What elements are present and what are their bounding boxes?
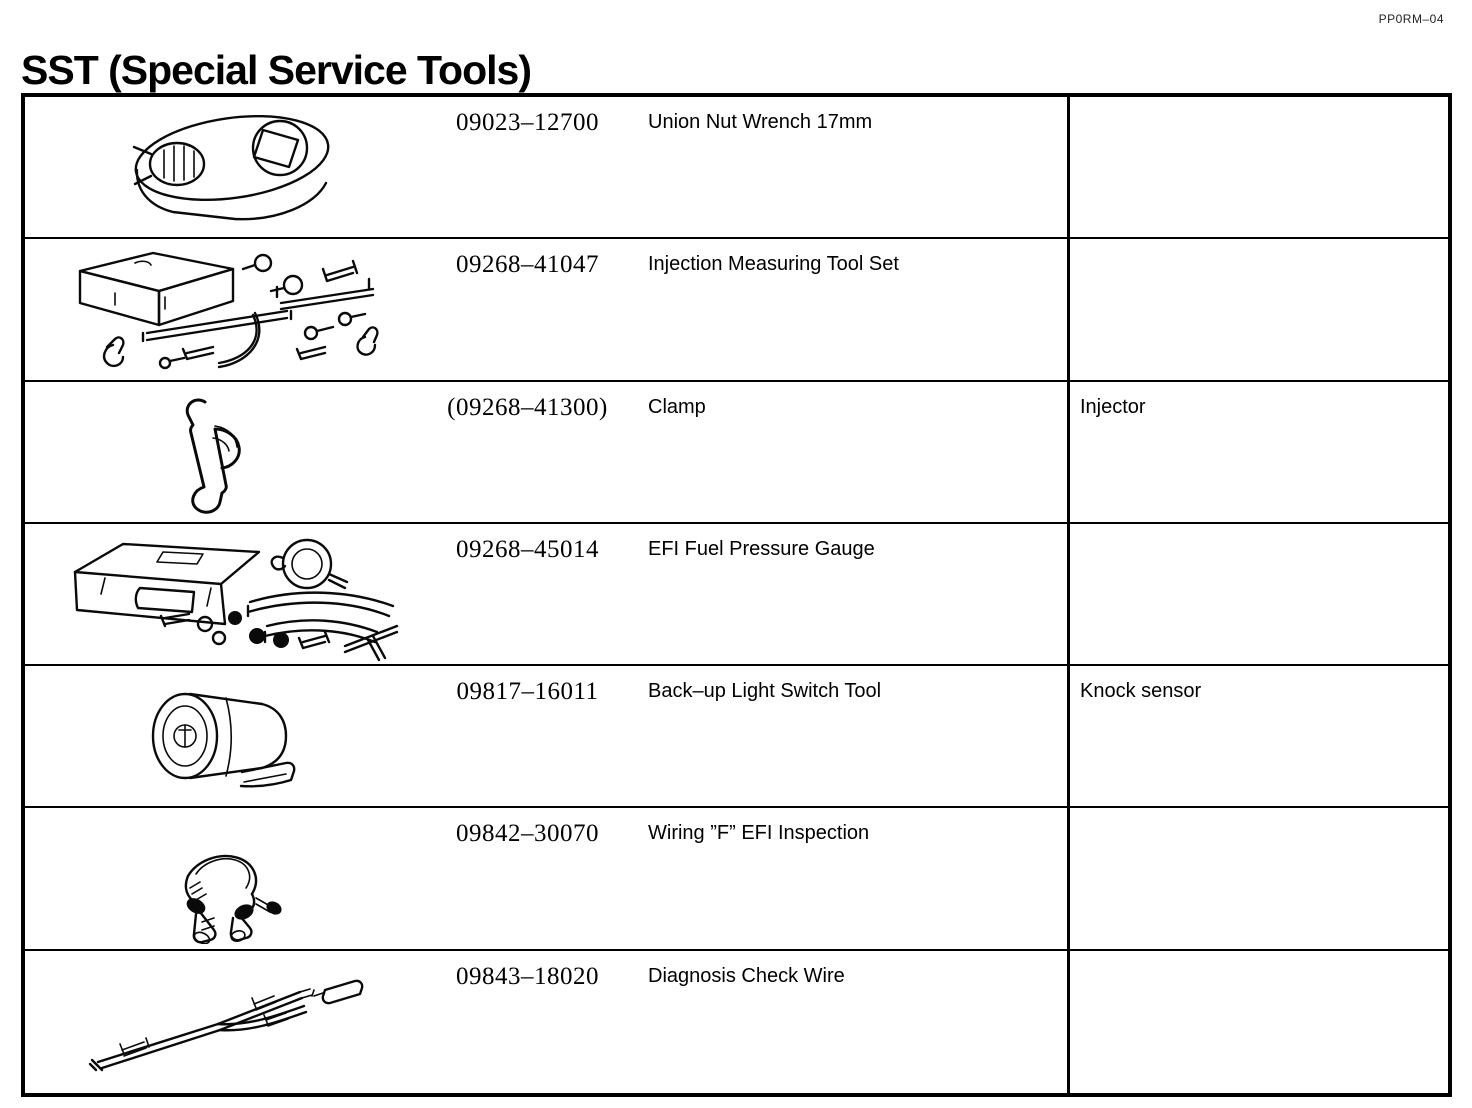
table-row [25,808,1448,950]
tool-name: Back–up Light Switch Tool [648,680,882,703]
tool-name: EFI Fuel Pressure Gauge [648,537,875,560]
table-row [25,97,1448,239]
injector-clamp-illustration [25,382,425,522]
tool-name: Wiring ”F” EFI Inspection [648,822,870,845]
remark: Injector [1067,382,1448,522]
remark [1067,524,1448,664]
part-number: 09268–45014 [456,535,599,563]
part-number: 09843–18020 [456,962,599,990]
remark [1067,97,1448,237]
injection-measuring-tool-set-illustration [25,239,425,379]
part-number: (09268–41300) [447,393,608,421]
part-number: 09268–41047 [456,251,599,279]
tool-name: Clamp [648,395,706,418]
diagnosis-check-wire-illustration [25,951,425,1093]
part-number: 09842–30070 [456,820,599,848]
table-row [25,666,1448,808]
wiring-f-inspection-harness-illustration [25,808,425,948]
table-row [25,524,1448,666]
tool-name: Diagnosis Check Wire [648,964,845,987]
efi-fuel-pressure-gauge-set-illustration [25,524,425,664]
remark [1067,239,1448,379]
table-row [25,382,1448,524]
remark [1067,808,1448,948]
tool-name: Injection Measuring Tool Set [648,253,899,276]
part-number: 09817–16011 [456,678,599,706]
part-number: 09023–12700 [456,109,599,136]
remark [1067,951,1448,1093]
page-title: SST (Special Service Tools) [21,47,531,94]
union-nut-wrench-illustration [25,97,425,237]
table-row [25,239,1448,381]
sst-table [21,93,1452,1097]
tool-name: Union Nut Wrench 17mm [648,111,873,133]
back-up-light-switch-socket-illustration [25,666,425,806]
document-code: PP0RM–04 [1378,12,1444,26]
remark: Knock sensor [1067,666,1448,806]
table-row [25,951,1448,1093]
